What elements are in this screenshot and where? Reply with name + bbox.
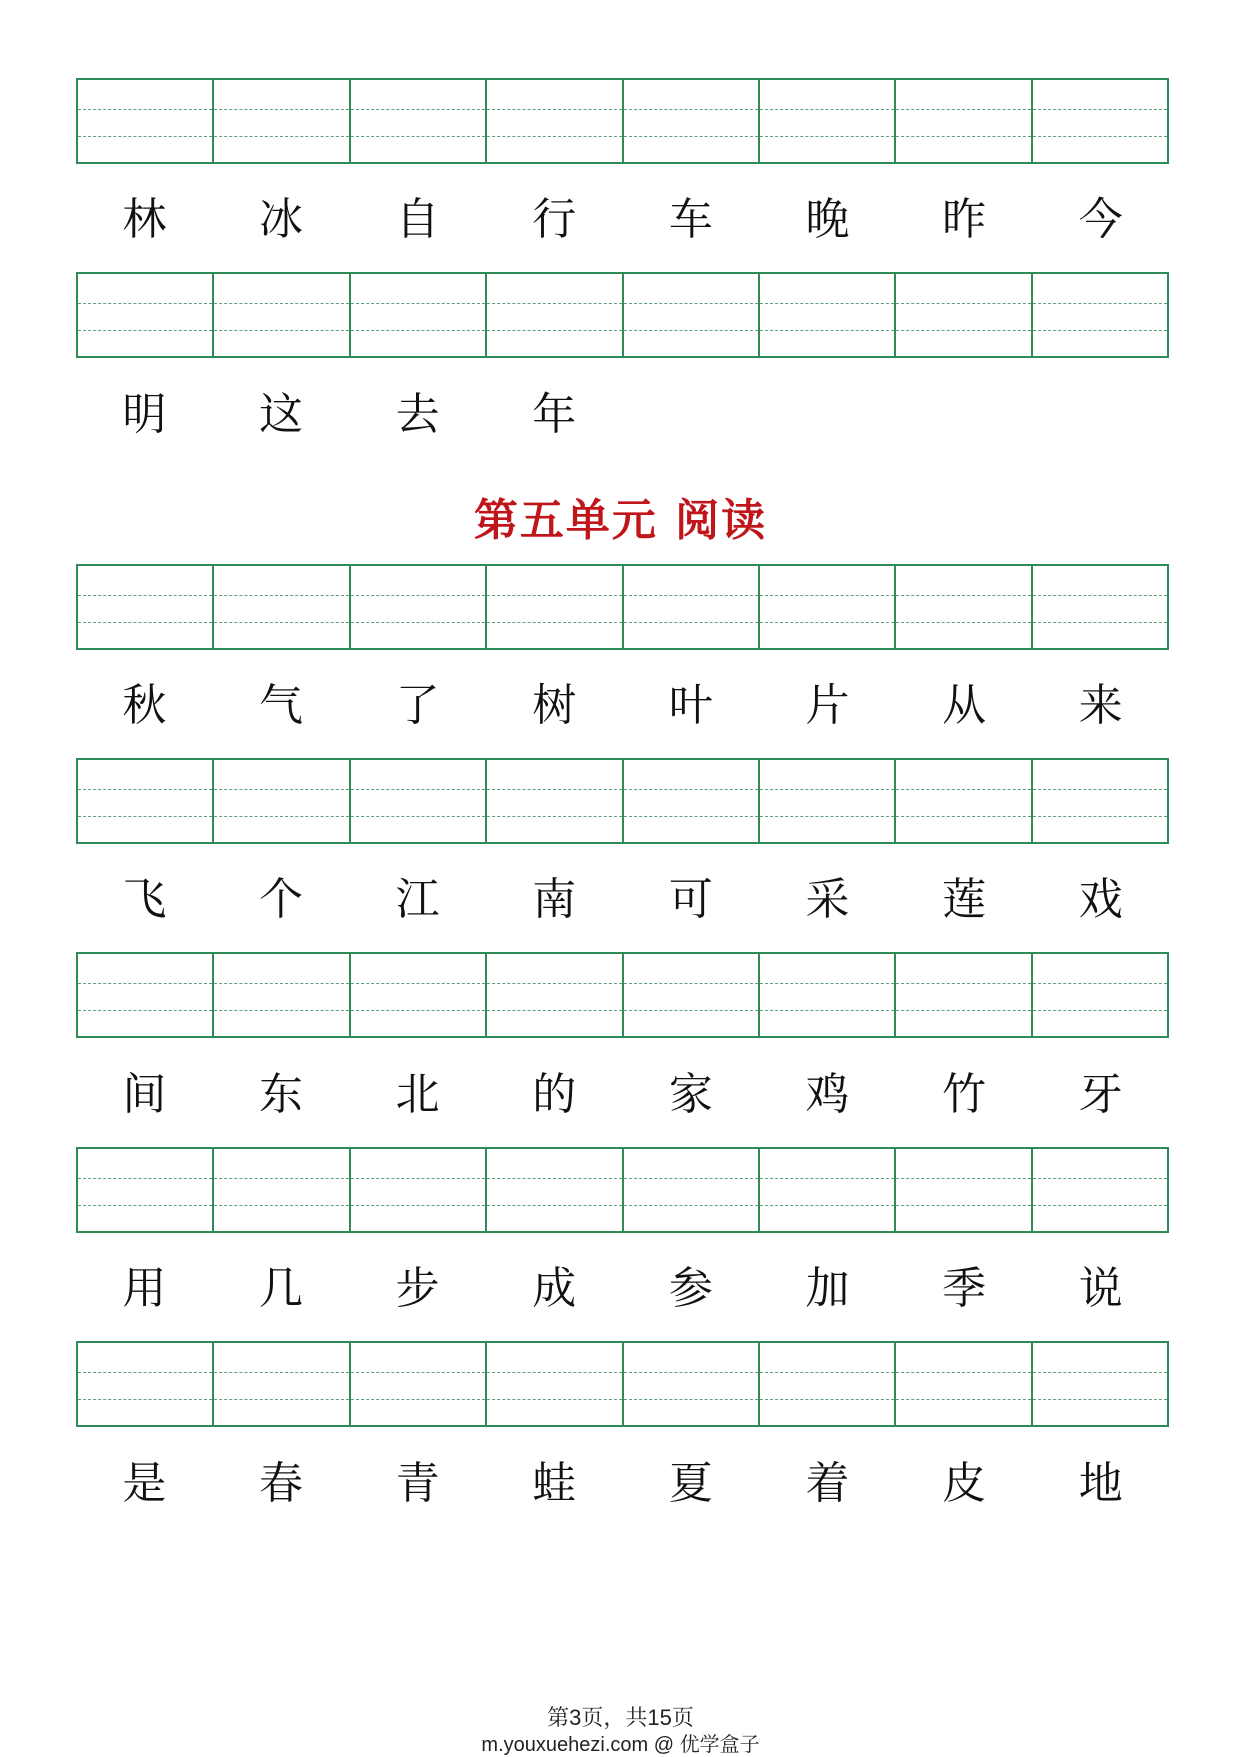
- writing-grid: [76, 78, 1169, 164]
- character: 行: [532, 194, 577, 245]
- character: 昨: [942, 194, 987, 245]
- character: 莲: [942, 874, 987, 925]
- character: [623, 385, 760, 445]
- character: 皮: [942, 1458, 987, 1509]
- page-number: 第3页，共15页: [547, 1705, 694, 1730]
- character: 晚: [805, 194, 850, 245]
- character: 几: [258, 1263, 303, 1314]
- writing-grid: [76, 1341, 1169, 1427]
- character: 南: [532, 874, 577, 925]
- character: 成: [532, 1263, 577, 1314]
- character: 鸡: [805, 1069, 850, 1120]
- character: [1032, 385, 1169, 445]
- character: 地: [1078, 1458, 1123, 1509]
- character: 家: [668, 1069, 713, 1120]
- character: 加: [805, 1263, 850, 1314]
- character-row: [76, 870, 1169, 930]
- character-row: [76, 385, 1169, 445]
- character: 间: [122, 1069, 167, 1120]
- character: 自: [395, 194, 440, 245]
- character: 是: [122, 1458, 167, 1509]
- character: 北: [395, 1069, 440, 1120]
- character-row: [76, 676, 1169, 736]
- character: 片: [805, 680, 850, 731]
- character: 着: [805, 1458, 850, 1509]
- character: 今: [1078, 194, 1123, 245]
- writing-grid: [76, 1147, 1169, 1233]
- character-row: [76, 1454, 1169, 1514]
- character: 参: [668, 1263, 713, 1314]
- writing-grid: [76, 564, 1169, 650]
- character: 牙: [1078, 1069, 1123, 1120]
- character: 采: [805, 874, 850, 925]
- character: 的: [532, 1069, 577, 1120]
- character: 车: [668, 194, 713, 245]
- character-row: [76, 1259, 1169, 1319]
- character: 叶: [668, 680, 713, 731]
- character: 林: [122, 194, 167, 245]
- character: [896, 385, 1033, 445]
- character: 季: [942, 1263, 987, 1314]
- character: 来: [1078, 680, 1123, 731]
- character: 飞: [122, 874, 167, 925]
- character: 夏: [668, 1458, 713, 1509]
- character: 年: [532, 389, 577, 440]
- character: 明: [122, 389, 167, 440]
- character: 气: [258, 680, 303, 731]
- character: 冰: [258, 194, 303, 245]
- character: 可: [668, 874, 713, 925]
- character: 这: [258, 389, 303, 440]
- character: 步: [395, 1263, 440, 1314]
- character-row: [76, 1065, 1169, 1125]
- character: 春: [258, 1458, 303, 1509]
- character: 树: [532, 680, 577, 731]
- character: 东: [258, 1069, 303, 1120]
- character: 蛙: [532, 1458, 577, 1509]
- writing-grid: [76, 952, 1169, 1038]
- writing-grid: [76, 272, 1169, 358]
- site-footer[interactable]: m.youxuehezi.com @ 优学盒子: [481, 1734, 760, 1756]
- writing-grid: [76, 758, 1169, 844]
- character: 戏: [1078, 874, 1123, 925]
- character: [759, 385, 896, 445]
- unit-title: 第五单元 阅读: [473, 495, 768, 546]
- character: 个: [258, 874, 303, 925]
- character: 青: [395, 1458, 440, 1509]
- character: 说: [1078, 1263, 1123, 1314]
- character: 从: [942, 680, 987, 731]
- character: 去: [395, 389, 440, 440]
- character: 江: [395, 874, 440, 925]
- character: 竹: [942, 1069, 987, 1120]
- character-row: [76, 190, 1169, 250]
- character: 秋: [122, 680, 167, 731]
- character: 用: [122, 1263, 167, 1314]
- character: 了: [395, 680, 440, 731]
